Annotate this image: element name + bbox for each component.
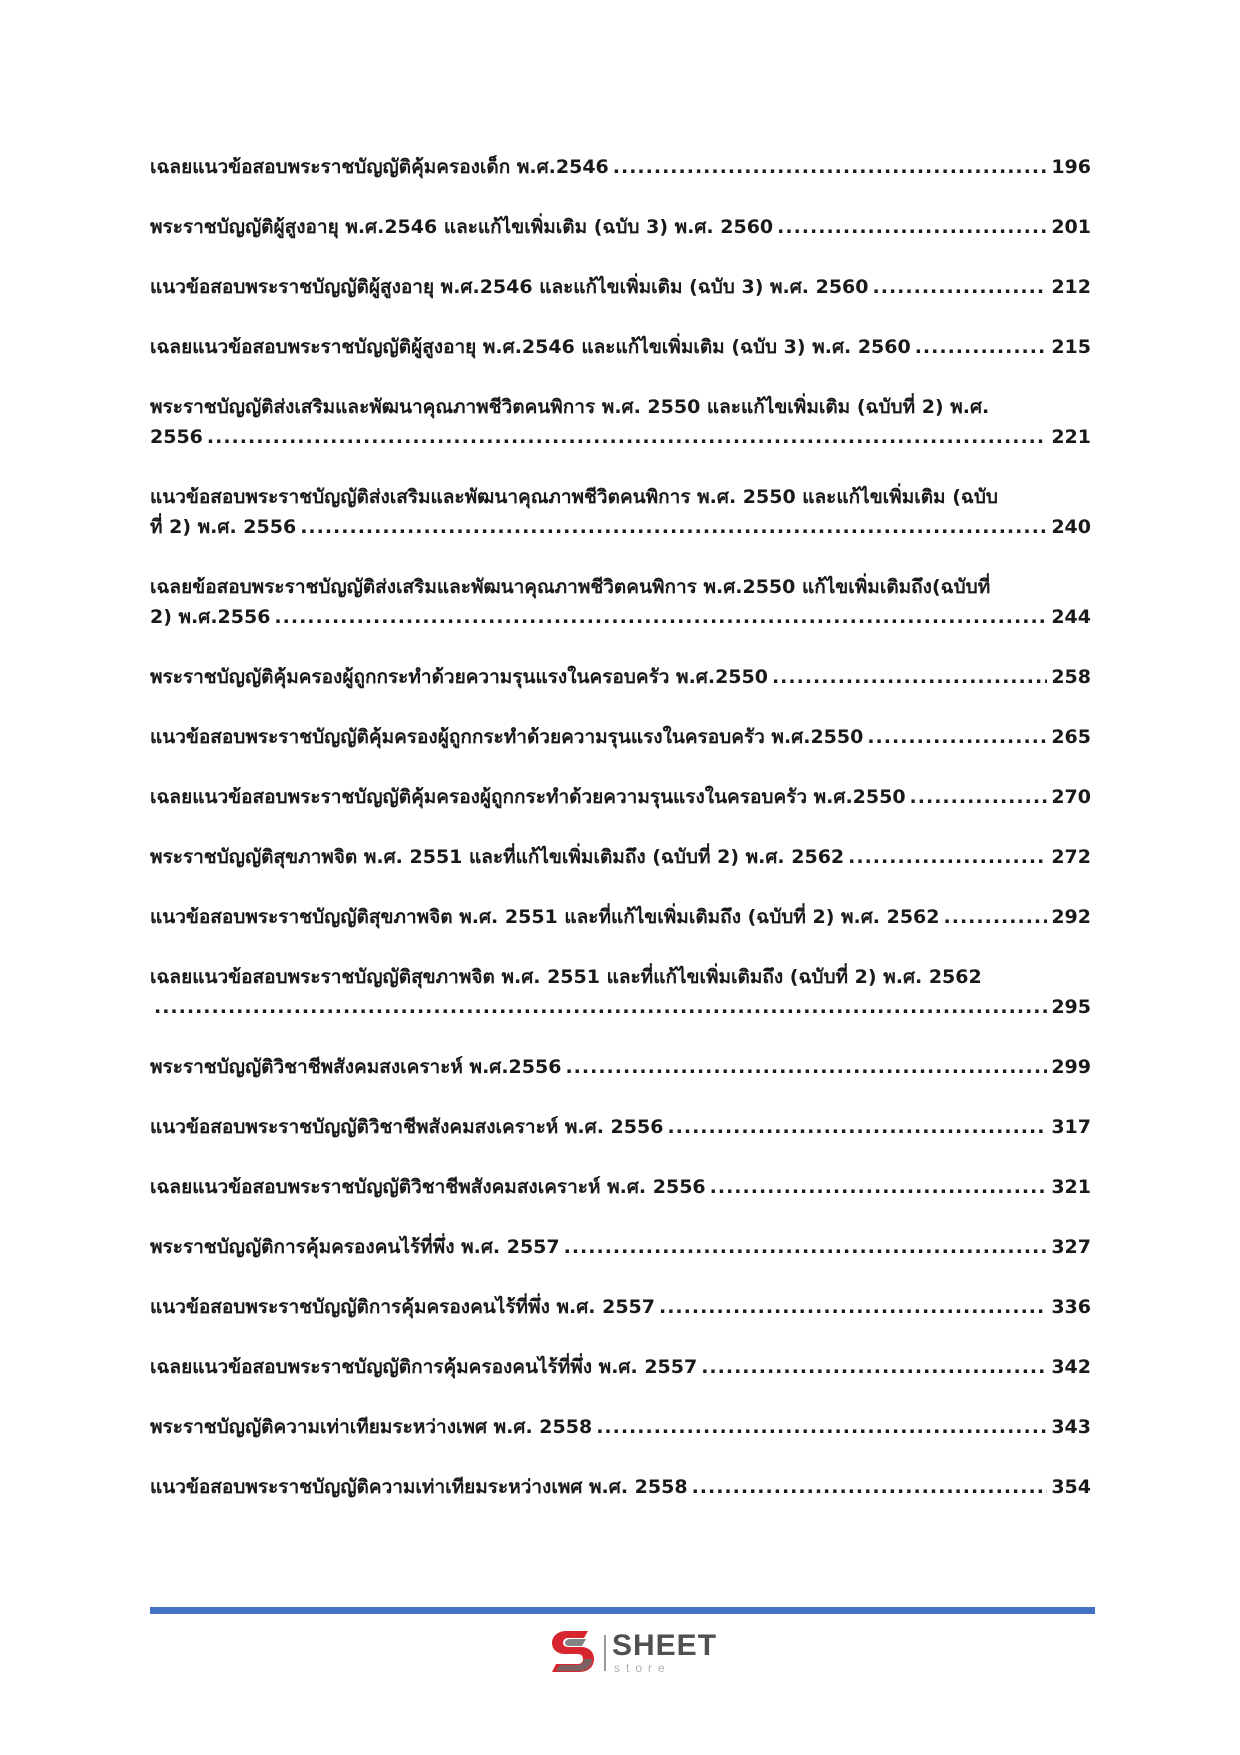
toc-entry-title-line1: เฉลยแนวข้อสอบพระราชบัญญัติสุขภาพจิต พ.ศ. 2551 และที่แก้ไขเพิ่มเติมถึง (ฉบับที่ 2) พ.ศ. 2562 <box>150 966 982 988</box>
toc-page-number: 270 <box>1051 786 1091 808</box>
toc-page-number: 258 <box>1051 666 1091 688</box>
toc-entry[interactable] <box>150 1412 1091 1442</box>
toc-entry[interactable] <box>150 212 1091 242</box>
toc-entry-title: เฉลยแนวข้อสอบพระราชบัญญัติวิชาชีพสังคมสงเคราะห์ พ.ศ. 2556 <box>150 1176 706 1198</box>
toc-entry[interactable] <box>150 392 1091 452</box>
toc-entry[interactable] <box>150 842 1091 872</box>
toc-entry-title: แนวข้อสอบพระราชบัญญัติสุขภาพจิต พ.ศ. 2551 และที่แก้ไขเพิ่มเติมถึง (ฉบับที่ 2) พ.ศ. 2562 <box>150 906 940 928</box>
toc-entry[interactable] <box>150 962 1091 1022</box>
toc-page-number: 317 <box>1051 1116 1091 1138</box>
toc-entry-title: พระราชบัญญัติวิชาชีพสังคมสงเคราะห์ พ.ศ.2556 <box>150 1056 562 1078</box>
toc-leader-dots <box>154 992 1047 1022</box>
toc-entry-title: แนวข้อสอบพระราชบัญญัติความเท่าเทียมระหว่างเพศ พ.ศ. 2558 <box>150 1476 688 1498</box>
toc-entry[interactable] <box>150 1232 1091 1262</box>
toc-leader-dots <box>910 782 1048 812</box>
toc-entry[interactable] <box>150 662 1091 692</box>
toc-entry[interactable] <box>150 1052 1091 1082</box>
toc-entry-title-line2: 2556 <box>150 426 203 448</box>
toc-leader-dots <box>274 602 1047 632</box>
toc-page-number: 299 <box>1051 1056 1091 1078</box>
toc-page-number: 321 <box>1051 1176 1091 1198</box>
toc-entry-title: เฉลยแนวข้อสอบพระราชบัญญัติคุ้มครองผู้ถูกกระทำด้วยความรุนแรงในครอบครัว พ.ศ.2550 <box>150 786 906 808</box>
toc-entry-title: แนวข้อสอบพระราชบัญญัติวิชาชีพสังคมสงเคราะห์ พ.ศ. 2556 <box>150 1116 664 1138</box>
toc-entry-title: เฉลยแนวข้อสอบพระราชบัญญัติการคุ้มครองคนไร้ที่พึ่ง พ.ศ. 2557 <box>150 1356 698 1378</box>
toc-entry[interactable] <box>150 152 1091 182</box>
toc-page-number: 215 <box>1051 336 1091 358</box>
table-of-contents <box>150 152 1091 1532</box>
toc-entry-title: เฉลยแนวข้อสอบพระราชบัญญัติผู้สูงอายุ พ.ศ.2546 และแก้ไขเพิ่มเติม (ฉบับ 3) พ.ศ. 2560 <box>150 336 911 358</box>
toc-leader-dots <box>710 1172 1048 1202</box>
toc-entry[interactable] <box>150 332 1091 362</box>
toc-leader-dots <box>692 1472 1048 1502</box>
logo-separator <box>604 1635 606 1671</box>
toc-entry-title: พระราชบัญญัติสุขภาพจิต พ.ศ. 2551 และที่แก้ไขเพิ่มเติมถึง (ฉบับที่ 2) พ.ศ. 2562 <box>150 846 845 868</box>
toc-leader-dots <box>867 722 1047 752</box>
toc-page-number: 295 <box>1051 996 1091 1018</box>
toc-entry-title: แนวข้อสอบพระราชบัญญัติผู้สูงอายุ พ.ศ.2546 และแก้ไขเพิ่มเติม (ฉบับ 3) พ.ศ. 2560 <box>150 276 869 298</box>
toc-entry-title: เฉลยแนวข้อสอบพระราชบัญญัติคุ้มครองเด็ก พ.ศ.2546 <box>150 156 609 178</box>
toc-entry[interactable] <box>150 722 1091 752</box>
toc-leader-dots <box>596 1412 1047 1442</box>
sheet-store-logo <box>548 1625 728 1685</box>
toc-leader-dots <box>564 1232 1048 1262</box>
toc-entry[interactable] <box>150 782 1091 812</box>
toc-entry-title-line1: พระราชบัญญัติส่งเสริมและพัฒนาคุณภาพชีวิตคนพิการ พ.ศ. 2550 และแก้ไขเพิ่มเติม (ฉบับที่ 2) พ.ศ. <box>150 396 990 418</box>
toc-leader-dots <box>915 332 1048 362</box>
toc-page-number: 196 <box>1051 156 1091 178</box>
footer-divider <box>150 1607 1095 1614</box>
toc-page-number: 265 <box>1051 726 1091 748</box>
toc-leader-dots <box>300 512 1047 542</box>
toc-entry-title: พระราชบัญญัติความเท่าเทียมระหว่างเพศ พ.ศ. 2558 <box>150 1416 593 1438</box>
toc-entry-title: พระราชบัญญัติคุ้มครองผู้ถูกกระทำด้วยความรุนแรงในครอบครัว พ.ศ.2550 <box>150 666 768 688</box>
toc-entry-title: แนวข้อสอบพระราชบัญญัติการคุ้มครองคนไร้ที่พึ่ง พ.ศ. 2557 <box>150 1296 655 1318</box>
toc-page-number: 212 <box>1051 276 1091 298</box>
toc-page-number: 292 <box>1051 906 1091 928</box>
toc-entry[interactable] <box>150 572 1091 632</box>
toc-leader-dots <box>873 272 1048 302</box>
toc-leader-dots <box>667 1112 1047 1142</box>
toc-page-number: 221 <box>1051 426 1091 448</box>
toc-leader-dots <box>659 1292 1047 1322</box>
toc-leader-dots <box>772 662 1047 692</box>
toc-leader-dots <box>848 842 1047 872</box>
toc-page-number: 244 <box>1051 606 1091 628</box>
toc-page-number: 336 <box>1051 1296 1091 1318</box>
toc-leader-dots <box>944 902 1048 932</box>
logo-subtitle: store <box>614 1661 671 1675</box>
toc-leader-dots <box>565 1052 1047 1082</box>
toc-entry[interactable] <box>150 1292 1091 1322</box>
sheet-store-s-logo-icon <box>548 1625 600 1681</box>
toc-leader-dots <box>207 422 1047 452</box>
toc-entry-title-line1: เฉลยข้อสอบพระราชบัญญัติส่งเสริมและพัฒนาคุณภาพชีวิตคนพิการ พ.ศ.2550 แก้ไขเพิ่มเติมถึง(ฉบับที่ <box>150 576 991 598</box>
logo-wordmark: SHEET <box>612 1629 718 1662</box>
toc-entry[interactable] <box>150 1112 1091 1142</box>
toc-entry[interactable] <box>150 902 1091 932</box>
toc-entry[interactable] <box>150 272 1091 302</box>
toc-page-number: 240 <box>1051 516 1091 538</box>
toc-entry-title: พระราชบัญญัติผู้สูงอายุ พ.ศ.2546 และแก้ไขเพิ่มเติม (ฉบับ 3) พ.ศ. 2560 <box>150 216 774 238</box>
toc-entry[interactable] <box>150 1472 1091 1502</box>
toc-entry-title-line1: แนวข้อสอบพระราชบัญญัติส่งเสริมและพัฒนาคุณภาพชีวิตคนพิการ พ.ศ. 2550 และแก้ไขเพิ่มเติม (ฉบับ <box>150 486 998 508</box>
toc-leader-dots <box>613 152 1048 182</box>
toc-page-number: 343 <box>1051 1416 1091 1438</box>
toc-entry-title-line2: ที่ 2) พ.ศ. 2556 <box>150 516 297 538</box>
toc-entry[interactable] <box>150 1172 1091 1202</box>
toc-entry-title: พระราชบัญญัติการคุ้มครองคนไร้ที่พึ่ง พ.ศ. 2557 <box>150 1236 560 1258</box>
toc-page-number: 354 <box>1051 1476 1091 1498</box>
toc-page-number: 201 <box>1051 216 1091 238</box>
toc-page-number: 272 <box>1051 846 1091 868</box>
toc-page-number: 327 <box>1051 1236 1091 1258</box>
toc-leader-dots <box>777 212 1047 242</box>
toc-leader-dots <box>701 1352 1047 1382</box>
toc-entry[interactable] <box>150 1352 1091 1382</box>
toc-entry-title-line2: 2) พ.ศ.2556 <box>150 606 271 628</box>
toc-page-number: 342 <box>1051 1356 1091 1378</box>
toc-entry-title: แนวข้อสอบพระราชบัญญัติคุ้มครองผู้ถูกกระทำด้วยความรุนแรงในครอบครัว พ.ศ.2550 <box>150 726 864 748</box>
toc-entry[interactable] <box>150 482 1091 542</box>
